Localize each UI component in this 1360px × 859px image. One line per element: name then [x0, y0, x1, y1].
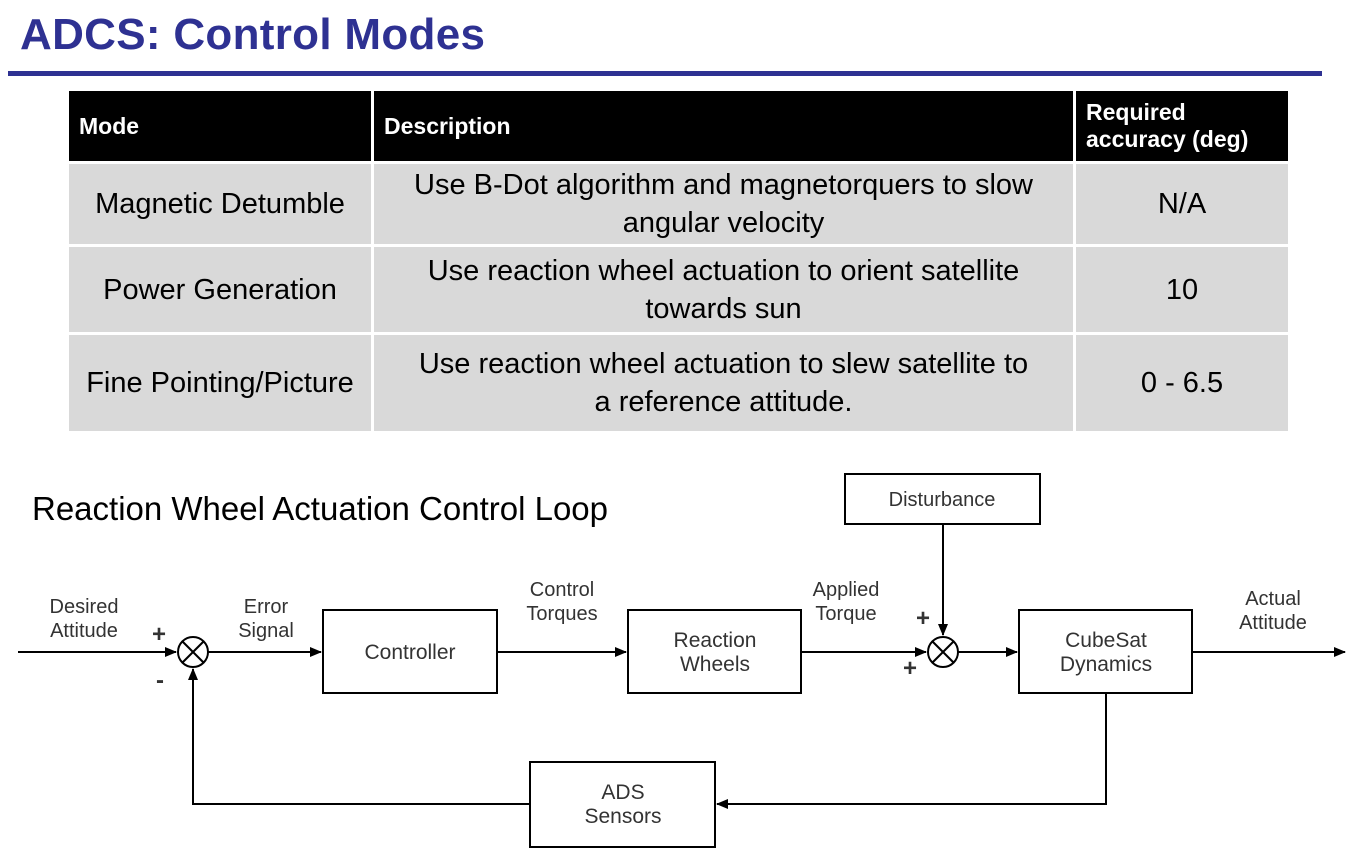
- control-torques-label-line1: Control: [529, 579, 595, 601]
- sum1-plus-sign: +: [151, 621, 167, 648]
- accuracy-cell: 10: [1075, 246, 1290, 334]
- description-cell: [373, 334, 1075, 433]
- summing-junction-error: [178, 637, 208, 667]
- applied-torque-label-line1: Applied: [812, 579, 880, 601]
- accuracy-cell: N/A: [1075, 163, 1290, 246]
- control-loop-title: Reaction Wheel Actuation Control Loop: [32, 490, 609, 527]
- header-description: Description: [373, 90, 1075, 163]
- header-accuracy-line1: Required: [1086, 99, 1186, 125]
- ads-sensors-label-line1: ADS: [601, 781, 645, 804]
- cubesat-dynamics-label-line2: Dynamics: [1059, 653, 1153, 676]
- feedback-to-sensors-arrow: [717, 693, 1106, 804]
- header-required-accuracy: [1075, 90, 1290, 163]
- description-line1: Use reaction wheel actuation to orient satellite: [427, 254, 1020, 287]
- sum2-plus-top-sign: +: [915, 605, 931, 632]
- description-line1: Use B-Dot algorithm and magnetorquers to slow: [414, 169, 1033, 201]
- table-row: [68, 334, 1290, 433]
- controller-label: Controller: [364, 641, 456, 664]
- mode-cell: Magnetic Detumble: [68, 163, 373, 246]
- reaction-wheels-label-line2: Wheels: [679, 653, 751, 676]
- disturbance-label: Disturbance: [888, 489, 996, 511]
- header-mode: Mode: [68, 90, 373, 163]
- mode-cell: Power Generation: [68, 246, 373, 334]
- table-row: [68, 163, 1290, 246]
- error-signal-label-line1: Error: [243, 596, 289, 618]
- cubesat-dynamics-label-line1: CubeSat: [1065, 629, 1147, 652]
- applied-torque-label-line2: Torque: [815, 603, 877, 625]
- control-torques-label-line2: Torques: [526, 603, 598, 625]
- reaction-wheels-label-line1: Reaction: [673, 629, 757, 652]
- desired-attitude-label-line2: Attitude: [50, 620, 118, 642]
- sum2-plus-bottom-sign: +: [902, 655, 918, 682]
- description-line1: Use reaction wheel actuation to slew satellite to: [418, 348, 1029, 380]
- actual-attitude-label-line1: Actual: [1245, 588, 1301, 610]
- desired-attitude-label-line1: Desired: [49, 596, 119, 618]
- control-loop-diagram: [0, 460, 1360, 859]
- mode-cell: Fine Pointing/Picture: [68, 334, 373, 433]
- control-modes-table: [66, 88, 1291, 434]
- summing-junction-disturbance: [928, 637, 958, 667]
- description-line2: angular velocity: [622, 207, 825, 239]
- error-signal-label-line2: Signal: [238, 620, 294, 642]
- accuracy-cell: 0 - 6.5: [1075, 334, 1290, 433]
- sum1-minus-sign: -: [156, 667, 164, 694]
- table-row: [68, 246, 1290, 334]
- description-cell: [373, 163, 1075, 246]
- header-accuracy-line2: accuracy (deg): [1086, 126, 1249, 152]
- table-header-row: [68, 90, 1290, 163]
- ads-sensors-label-line2: Sensors: [584, 805, 662, 828]
- title-divider: [8, 71, 1322, 76]
- description-line2: a reference attitude.: [594, 386, 853, 418]
- actual-attitude-label-line2: Attitude: [1239, 612, 1307, 634]
- description-cell: [373, 246, 1075, 334]
- description-line2: towards sun: [645, 292, 802, 325]
- page-title: ADCS: Control Modes: [20, 10, 486, 59]
